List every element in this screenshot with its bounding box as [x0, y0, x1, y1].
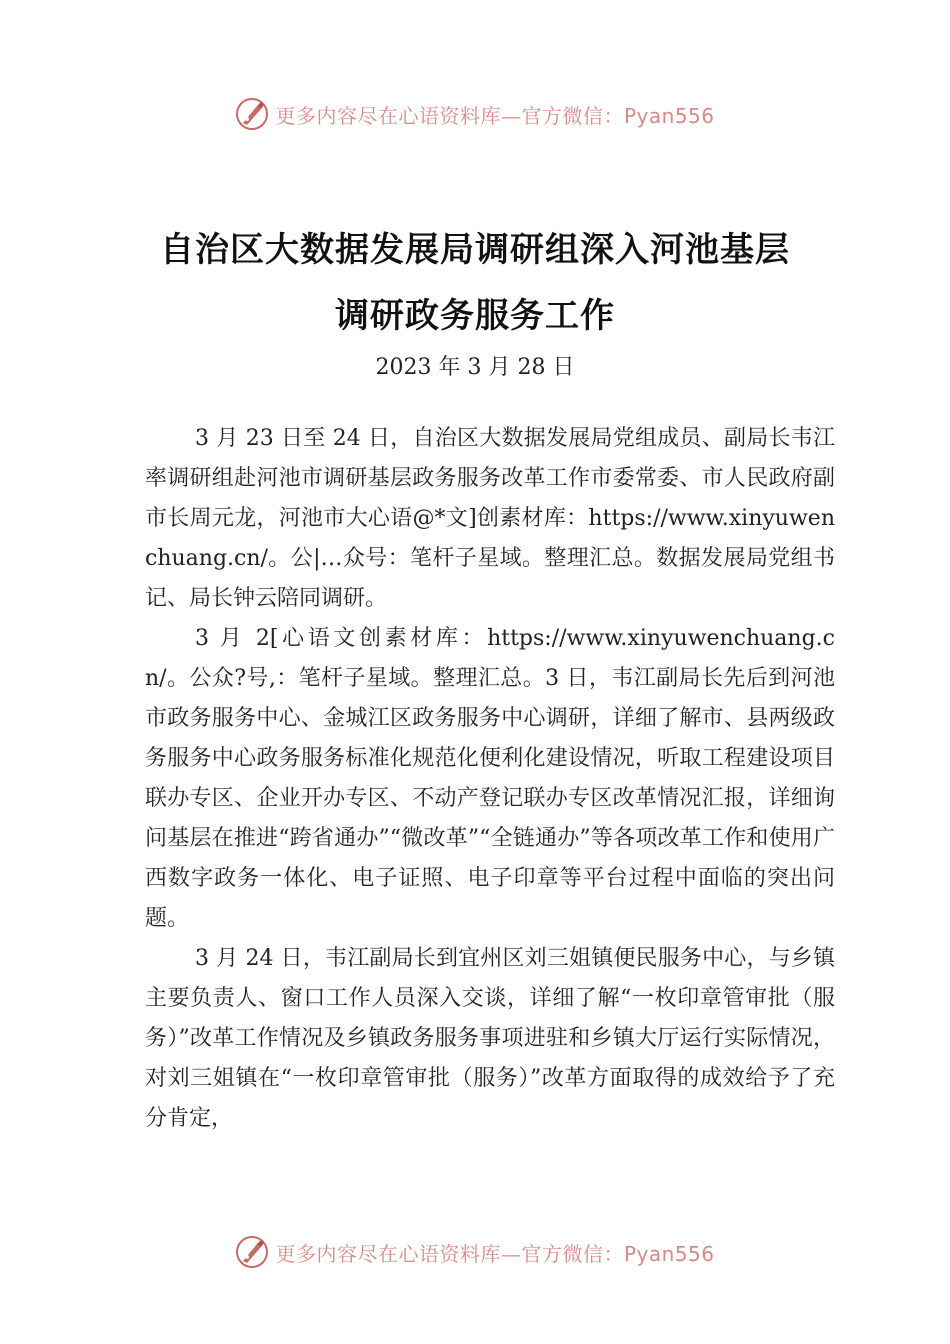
body-paragraph-2: 3 月 2[心语文创素材库：https://www.xinyuwenchuang.cn/。公众?号,：笔杆子星域。整理汇总。3 日，韦江副局长先后到河池市政务服务中心、金城江区政务服务中心调研，详细了解市、县两级政务服务中心政务服务标准化规范化便利化建设情况，听取工程建设项目联办专区、企业开办专区、不动产登记联办专区改革情况汇报，详细询问基层在推进“跨省通办”“微改革”“全链通办”等各项改革工作和使用广西数字政务一体化、电子证照、电子印章等平台过程中面临的突出问题。: [145, 626, 835, 931]
pen-nib-logo-icon: [235, 97, 269, 131]
header-watermark-banner: [0, 94, 950, 134]
banner-text: 更多内容尽在心语资料库—官方微信：Pyan556: [275, 103, 715, 128]
footer-watermark-banner: [0, 1232, 950, 1272]
document-body: [145, 419, 835, 1139]
document-title-line-1: 自治区大数据发展局调研组深入河池基层: [160, 230, 790, 270]
pen-nib-logo-icon: [235, 1235, 269, 1269]
body-paragraph-1: 3 月 23 日至 24 日，自治区大数据发展局党组成员、副局长韦江率调研组赴河池市调研基层政务服务改革工作市委常委、市人民政府副市长周元龙，河池市大心语@*文]创素材库：https://www.xinyuwenchuang.cn/。公|…众号：笔杆子星域。整理汇总。数据发展局党组书记、局长钟云陪同调研。: [145, 426, 835, 611]
document-title-line-2: 调研政务服务工作: [335, 296, 615, 336]
banner-text: 更多内容尽在心语资料库—官方微信：Pyan556: [275, 1241, 715, 1266]
document-date: 2023 年 3 月 28 日: [375, 355, 575, 380]
body-paragraph-3: 3 月 24 日，韦江副局长到宜州区刘三姐镇便民服务中心，与乡镇主要负责人、窗口工作人员深入交谈，详细了解“一枚印章管审批（服务）”改革工作情况及乡镇政务服务事项进驻和乡镇大厅运行实际情况，对刘三姐镇在“一枚印章管审批（服务）”改革方面取得的成效给予了充分肯定，: [145, 946, 835, 1131]
